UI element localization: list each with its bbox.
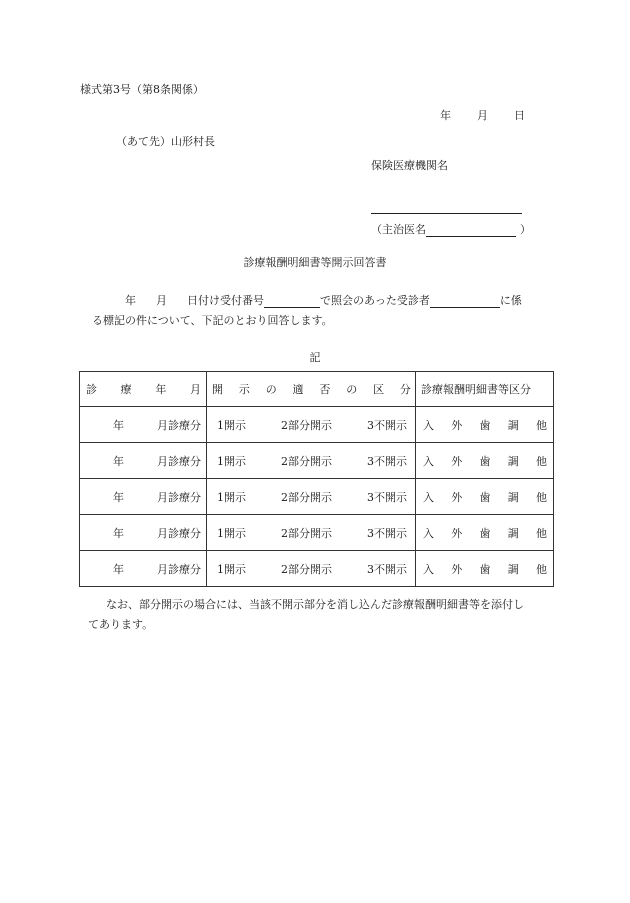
intro-text-1: 日付け受付番号 xyxy=(187,294,264,307)
cat-outpatient[interactable]: 外 xyxy=(451,490,463,504)
doctor-name-field xyxy=(371,221,531,237)
treatment-month-cell: 年 月診療分 xyxy=(80,551,207,587)
cat-other[interactable]: 他 xyxy=(536,454,547,468)
date-line xyxy=(440,107,525,123)
treatment-month-cell: 年 月診療分 xyxy=(80,443,207,479)
category-cell xyxy=(416,551,554,587)
disclosure-cell xyxy=(207,551,416,587)
cat-pharmacy[interactable]: 調 xyxy=(507,526,519,540)
table-row xyxy=(80,551,554,587)
response-table xyxy=(79,371,554,587)
option-disclose[interactable]: 1開示 xyxy=(217,526,246,540)
doctor-label-open: （主治医名 xyxy=(371,223,426,236)
table-row xyxy=(80,479,554,515)
header-disclosure: 開 示 の 適 否 の 区 分 xyxy=(207,372,416,407)
cat-inpatient[interactable]: 入 xyxy=(423,490,434,504)
ki-heading: 記 xyxy=(309,351,321,364)
treatment-month-cell: 年 月診療分 xyxy=(80,407,207,443)
option-nondisclose[interactable]: 3不開示 xyxy=(367,562,407,576)
option-disclose[interactable]: 1開示 xyxy=(217,490,246,504)
patient-name-blank xyxy=(430,295,500,308)
table-row xyxy=(80,443,554,479)
option-partial[interactable]: 2部分開示 xyxy=(281,418,332,432)
category-cell xyxy=(416,479,554,515)
cat-dental[interactable]: 歯 xyxy=(479,526,491,540)
cat-other[interactable]: 他 xyxy=(536,562,547,576)
cat-inpatient[interactable]: 入 xyxy=(423,418,434,432)
option-disclose[interactable]: 1開示 xyxy=(217,418,246,432)
disclosure-cell xyxy=(207,443,416,479)
doctor-name-blank xyxy=(426,224,516,237)
date-month: 月 xyxy=(477,109,488,122)
option-partial[interactable]: 2部分開示 xyxy=(281,454,332,468)
document-title: 診療報酬明細書等開示回答書 xyxy=(243,256,387,269)
option-disclose[interactable]: 1開示 xyxy=(217,562,246,576)
table-row xyxy=(80,515,554,551)
doctor-label-close: ） xyxy=(520,223,531,236)
intro-year: 年 xyxy=(125,294,136,307)
table-header-row xyxy=(80,372,554,407)
cat-pharmacy[interactable]: 調 xyxy=(507,490,519,504)
intro-text-3: に係 xyxy=(499,294,522,307)
cat-dental[interactable]: 歯 xyxy=(479,418,491,432)
disclosure-cell xyxy=(207,407,416,443)
category-cell xyxy=(416,443,554,479)
cat-other[interactable]: 他 xyxy=(536,418,547,432)
option-nondisclose[interactable]: 3不開示 xyxy=(367,454,407,468)
cat-pharmacy[interactable]: 調 xyxy=(507,454,519,468)
cat-outpatient[interactable]: 外 xyxy=(451,526,463,540)
intro-month: 月 xyxy=(156,294,167,307)
form-number: 様式第3号（第8条関係） xyxy=(80,83,204,96)
option-nondisclose[interactable]: 3不開示 xyxy=(367,490,407,504)
cat-outpatient[interactable]: 外 xyxy=(451,418,463,432)
disclosure-cell xyxy=(207,479,416,515)
intro-text-2: で照会のあった受診者 xyxy=(320,294,430,307)
cat-pharmacy[interactable]: 調 xyxy=(507,562,519,576)
cat-other[interactable]: 他 xyxy=(536,526,547,540)
option-partial[interactable]: 2部分開示 xyxy=(281,526,332,540)
intro-line-2: る標記の件について、下記のとおり回答します。 xyxy=(92,314,333,327)
date-year: 年 xyxy=(440,109,451,122)
option-partial[interactable]: 2部分開示 xyxy=(281,490,332,504)
cat-dental[interactable]: 歯 xyxy=(479,454,491,468)
cat-inpatient[interactable]: 入 xyxy=(423,562,434,576)
header-treatment-month: 診 療 年 月 xyxy=(80,372,207,407)
header-category: 診療報酬明細書等区分 xyxy=(416,372,554,407)
treatment-month-cell: 年 月診療分 xyxy=(80,479,207,515)
option-disclose[interactable]: 1開示 xyxy=(217,454,246,468)
note-line-1: なお、部分開示の場合には、当該不開示部分を消し込んだ診療報酬明細書等を添付し xyxy=(106,598,524,611)
intro-line-1 xyxy=(125,292,522,308)
option-partial[interactable]: 2部分開示 xyxy=(281,562,332,576)
treatment-month-cell: 年 月診療分 xyxy=(80,515,207,551)
category-cell xyxy=(416,407,554,443)
cat-outpatient[interactable]: 外 xyxy=(451,454,463,468)
cat-other[interactable]: 他 xyxy=(536,490,547,504)
institution-label: 保険医療機関名 xyxy=(371,159,448,172)
disclosure-cell xyxy=(207,515,416,551)
addressee: （あて先）山形村長 xyxy=(116,135,215,148)
cat-pharmacy[interactable]: 調 xyxy=(507,418,519,432)
cat-dental[interactable]: 歯 xyxy=(479,490,491,504)
note-line-2: てあります。 xyxy=(88,618,154,631)
reception-number-blank xyxy=(264,295,320,308)
cat-dental[interactable]: 歯 xyxy=(479,562,491,576)
institution-signature-line xyxy=(371,213,522,214)
cat-outpatient[interactable]: 外 xyxy=(451,562,463,576)
table-row xyxy=(80,407,554,443)
option-nondisclose[interactable]: 3不開示 xyxy=(367,418,407,432)
option-nondisclose[interactable]: 3不開示 xyxy=(367,526,407,540)
cat-inpatient[interactable]: 入 xyxy=(423,454,434,468)
date-day: 日 xyxy=(514,109,525,122)
category-cell xyxy=(416,515,554,551)
cat-inpatient[interactable]: 入 xyxy=(423,526,434,540)
